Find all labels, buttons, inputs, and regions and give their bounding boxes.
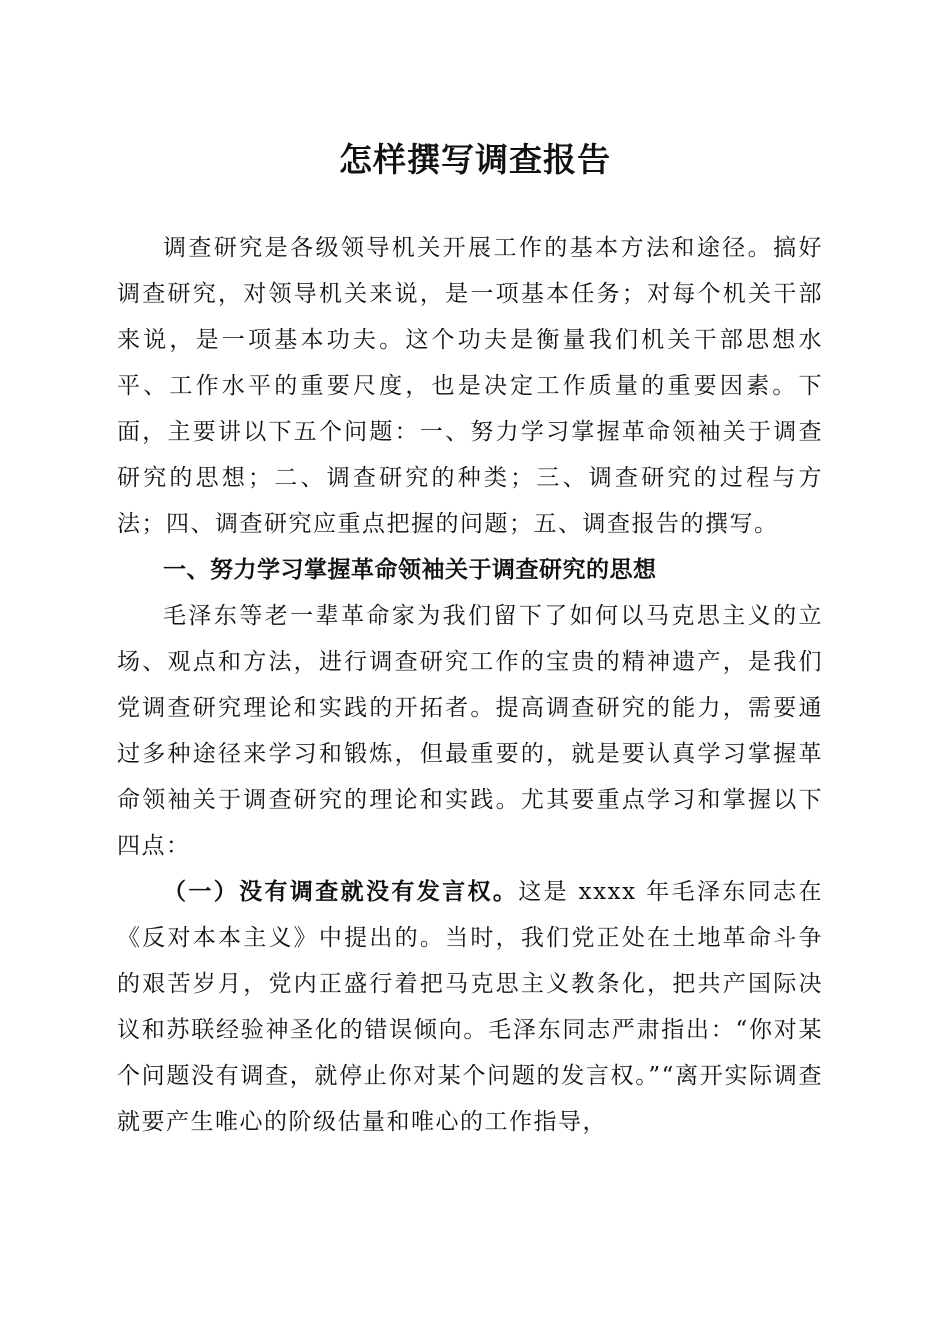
document-body	[117, 225, 823, 1145]
section-paragraph: 毛泽东等老一辈革命家为我们留下了如何以马克思主义的立场、观点和方法，进行调查研究工作的宝贵的精神遗产，是我们党调查研究理论和实践的开拓者。提高调查研究的能力，需要通过多种途径来学习和锻炼，但最重要的，就是要认真学习掌握革命领袖关于调查研究的理论和实践。尤其要重点学习和掌握以下四点：	[117, 603, 823, 859]
document-title: 怎样撰写调查报告	[339, 140, 611, 179]
point-text: 这是 xxxx 年毛泽东同志在《反对本本主义》中提出的。当时，我们党正处在土地革命斗争的艰苦岁月，党内正盛行着把马克思主义教条化，把共产国际决议和苏联经验神圣化的错误倾向。毛泽东同志严肃指出：“你对某个问题没有调查，就停止你对某个问题的发言权。”“离开实际调查就要产生唯心的阶级估量和唯心的工作指导，	[117, 879, 824, 1135]
point-paragraph	[117, 869, 823, 1145]
intro-paragraph: 调查研究是各级领导机关开展工作的基本方法和途径。搞好调查研究，对领导机关来说，是一项基本任务；对每个机关干部来说，是一项基本功夫。这个功夫是衡量我们机关干部思想水平、工作水平的重要尺度，也是决定工作质量的重要因素。下面，主要讲以下五个问题：一、努力学习掌握革命领袖关于调查研究的思想；二、调查研究的种类；三、调查研究的过程与方法；四、调查研究应重点把握的问题；五、调查报告的撰写。	[117, 235, 823, 537]
point-lead: （一）没有调查就没有发言权。	[163, 878, 519, 905]
section-heading: 一、努力学习掌握革命领袖关于调查研究的思想	[163, 557, 657, 583]
